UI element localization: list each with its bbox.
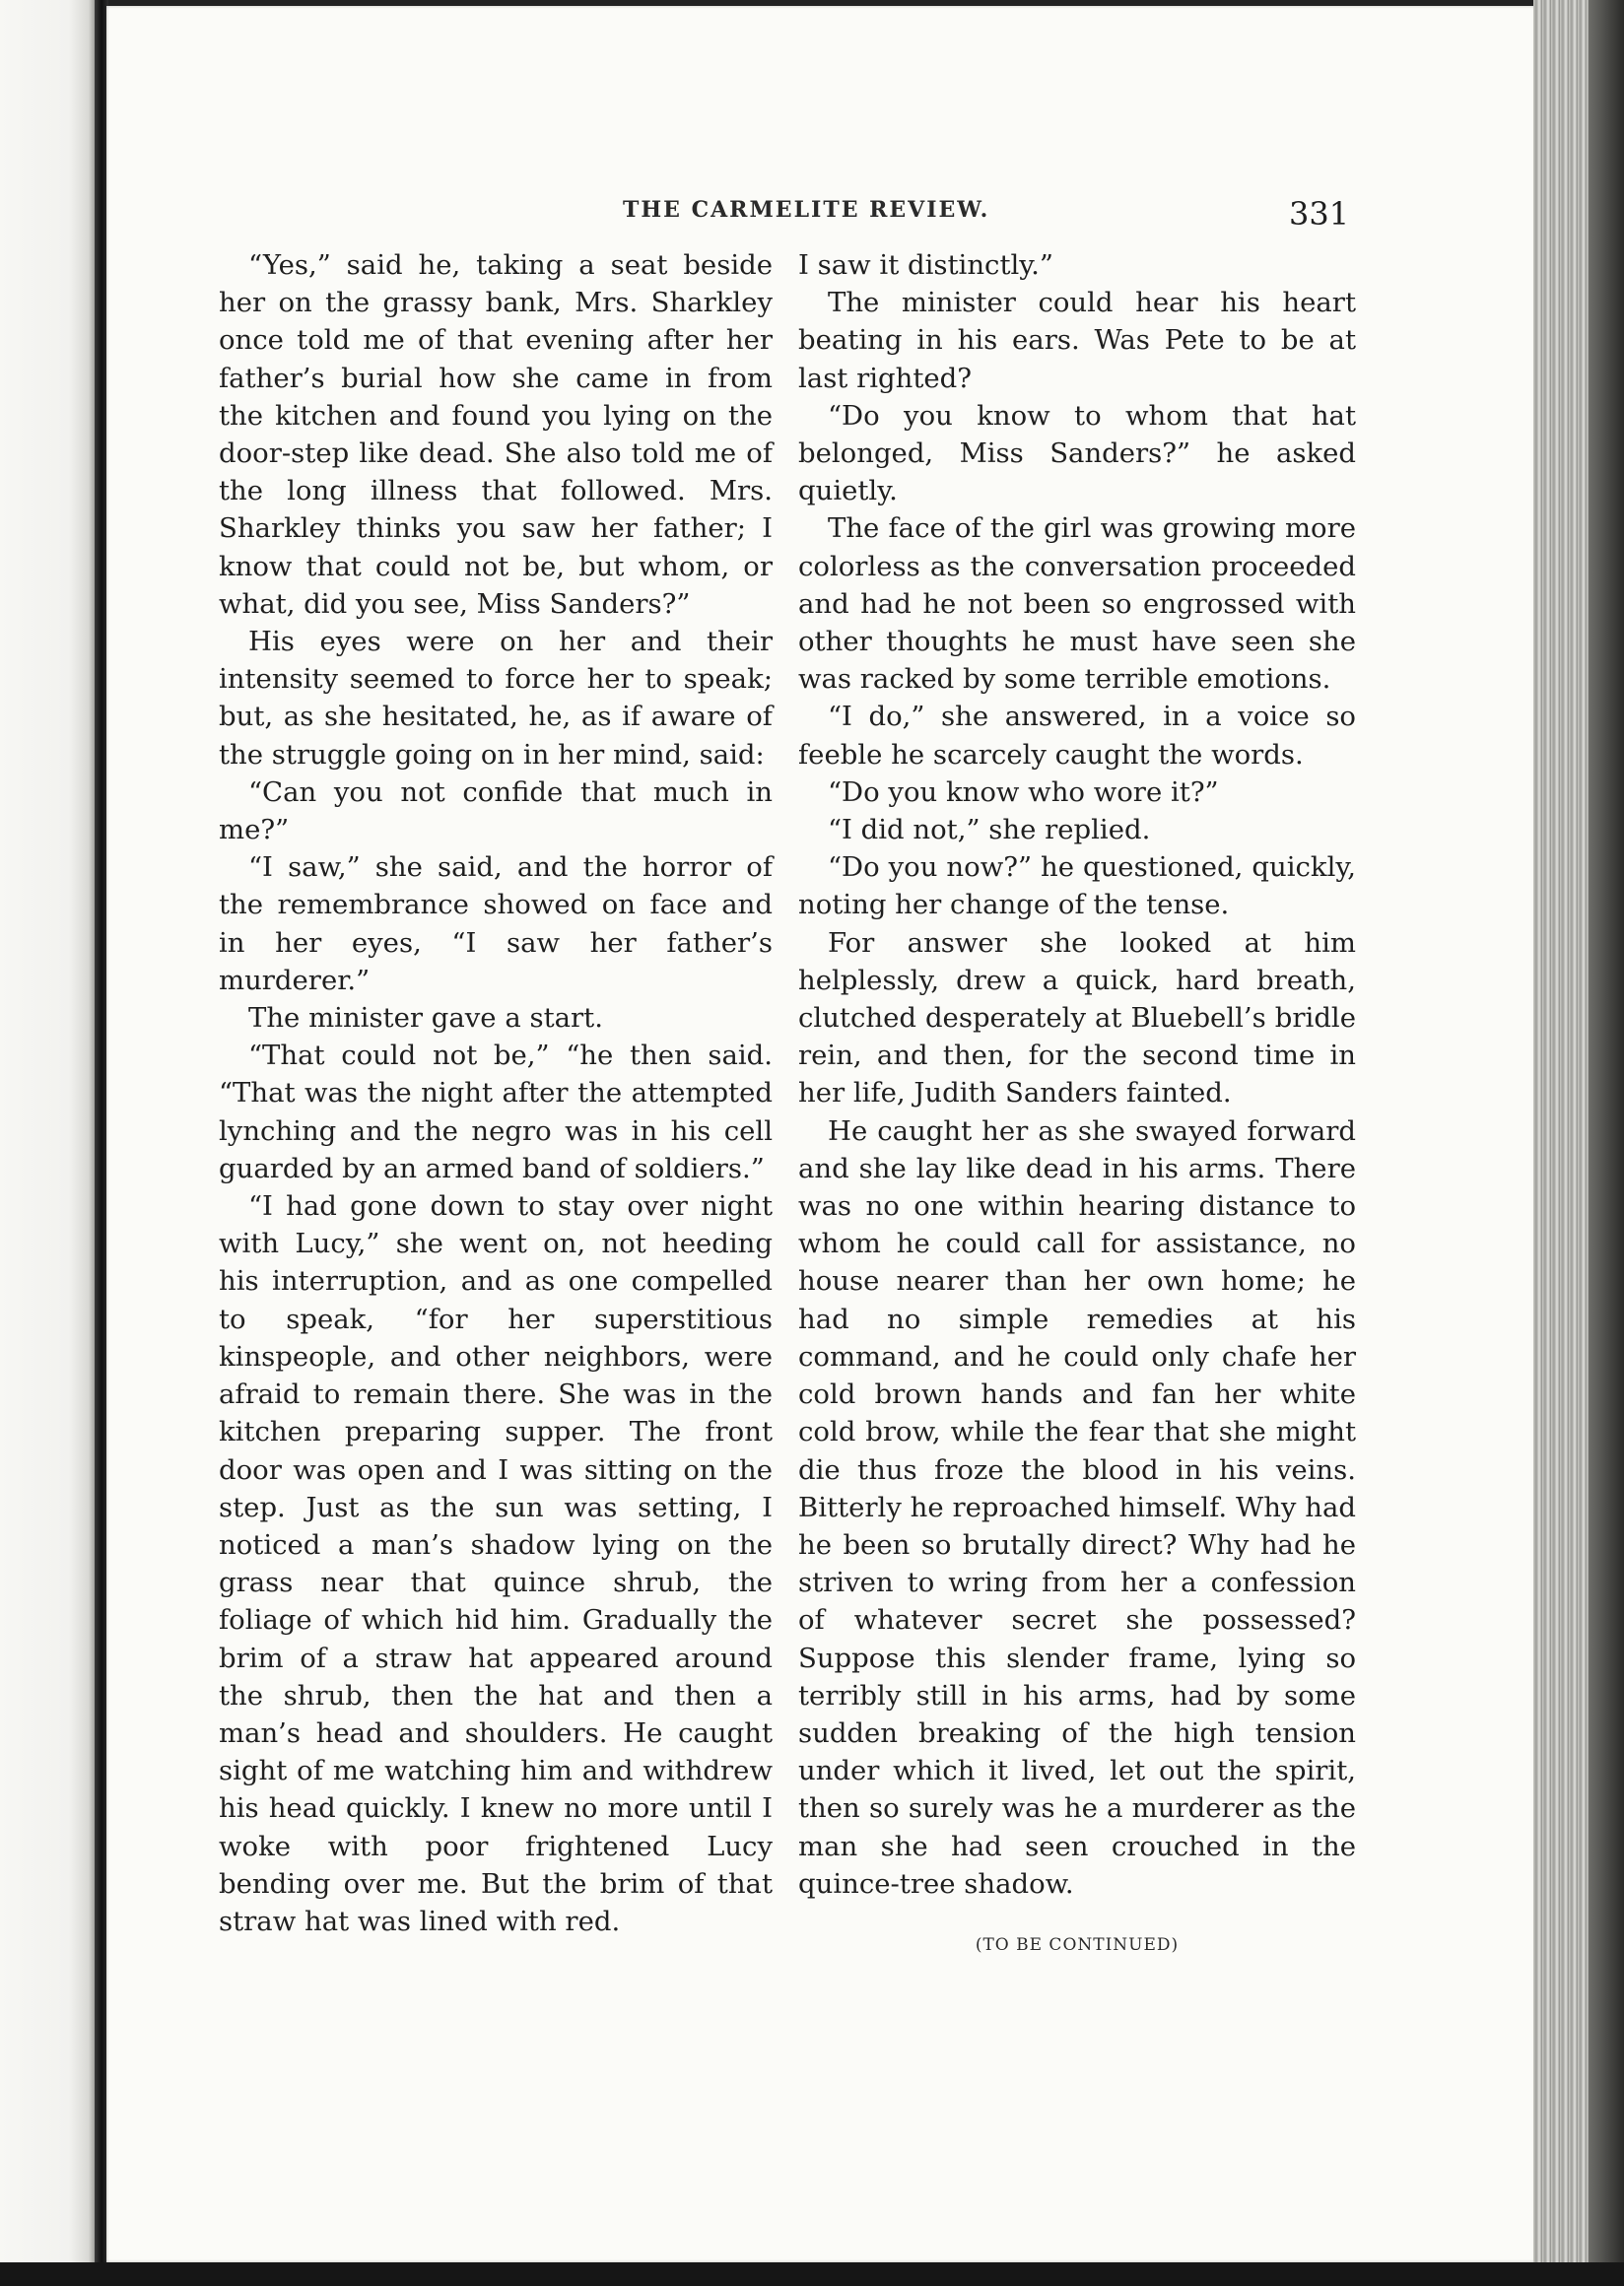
paragraph: His eyes were on her and their intensity seemed to force her to speak; but, as she hesitated, he, as if aware of the struggle going on in her mind, said: (219, 626, 773, 771)
paragraph: “I saw,” she said, and the horror of the remembrance showed on face and in her eyes, “I saw her father’s murderer.” (219, 851, 773, 996)
paragraph: The minister gave a start. (248, 1002, 603, 1035)
paragraph: “I do,” she answered, in a voice so feeble he scarcely caught the words. (798, 701, 1356, 771)
paragraph: “Do you know to whom that hat belonged, Miss Sanders?” he asked quietly. (798, 399, 1356, 507)
to-be-continued-note: (TO BE CONTINUED) (975, 1934, 1180, 1955)
paragraph: For answer she looked at him helplessly, drew a quick, hard breath, clutched desperately at Bluebell’s bridle rein, and then, for the second time in her life, Judith Sanders fainted. (798, 926, 1356, 1109)
paragraph: He caught her as she swayed forward and she lay like dead in his arms. There was no one within hearing distance to whom he could call for assistance, no house nearer than her own home; he had no simple remedies at his command, and he could only chafe her cold brown hands and fan her white cold brow, while the fear that she might die thus froze the blood in his veins. Bitterly he reproached himself. Why had he been so brutally direct? Why had he striven to wring from her a confession of whatever secret she possessed? Suppose this slender frame, lying so terribly still in his arms, had by some sudden breaking of the high tension under which it lived, let out the spirit, then so surely was he a murderer as the man she had seen crouched in the quince-tree shadow. (798, 1114, 1356, 1900)
left-page-edge (0, 0, 99, 2286)
paragraph-continuation: I saw it distinctly.” (798, 249, 1053, 281)
paragraph: “That could not be,” “he then said. “That was the night after the attempted lynching and the negro was in his cell guarded by an armed band of soldiers.” (219, 1040, 773, 1184)
paragraph: “Do you now?” he questioned, quickly, noting her change of the tense. (798, 851, 1356, 921)
book-cover-edge (1589, 0, 1624, 2286)
paragraph: The face of the girl was growing more colorless as the conversation proceeded and had he not been so engrossed with other thoughts he must have seen she was racked by some terrible emotions. (798, 512, 1356, 696)
paragraph: The minister could hear his heart beating in his ears. Was Pete to be at last righted? (798, 287, 1356, 394)
left-column (219, 246, 773, 1940)
paragraph: “Yes,” said he, taking a seat beside her on the grassy bank, Mrs. Sharkley once told me of that evening after her father’s burial how she came in from the kitchen and found you lying on the door-step like dead. She also told me of the long illness that followed. Mrs. Sharkley thinks you saw her father; I know that could not be, but whom, or what, did you see, Miss Sanders?” (219, 249, 773, 620)
paragraph: “Do you know who wore it?” (828, 775, 1219, 808)
right-column (798, 246, 1356, 1964)
page-number: 331 (1289, 195, 1350, 233)
bottom-shadow (0, 2262, 1624, 2286)
paragraph: “I did not,” she replied. (828, 814, 1151, 846)
paragraph: “I had gone down to stay over night with Lucy,” she went on, not heeding his interruption, and as one compelled to speak, “for her superstitious kinspeople, and other neighbors, were afraid to remain there. She was in the kitchen preparing supper. The front door was open and I was sitting on the step. Just as the sun was setting, I noticed a man’s shadow lying on the grass near that quince shrub, the foliage of which hid him. Gradually the brim of a straw hat appeared around the shrub, then the hat and then a man’s head and shoulders. He caught sight of me watching him and withdrew his head quickly. I knew no more until I woke with poor frightened Lucy bending over me. But the brim of that straw hat was lined with red. (219, 1190, 773, 1937)
paragraph: “Can you not confide that much in me?” (219, 775, 773, 846)
running-title: THE CARMELITE REVIEW. (623, 197, 990, 223)
